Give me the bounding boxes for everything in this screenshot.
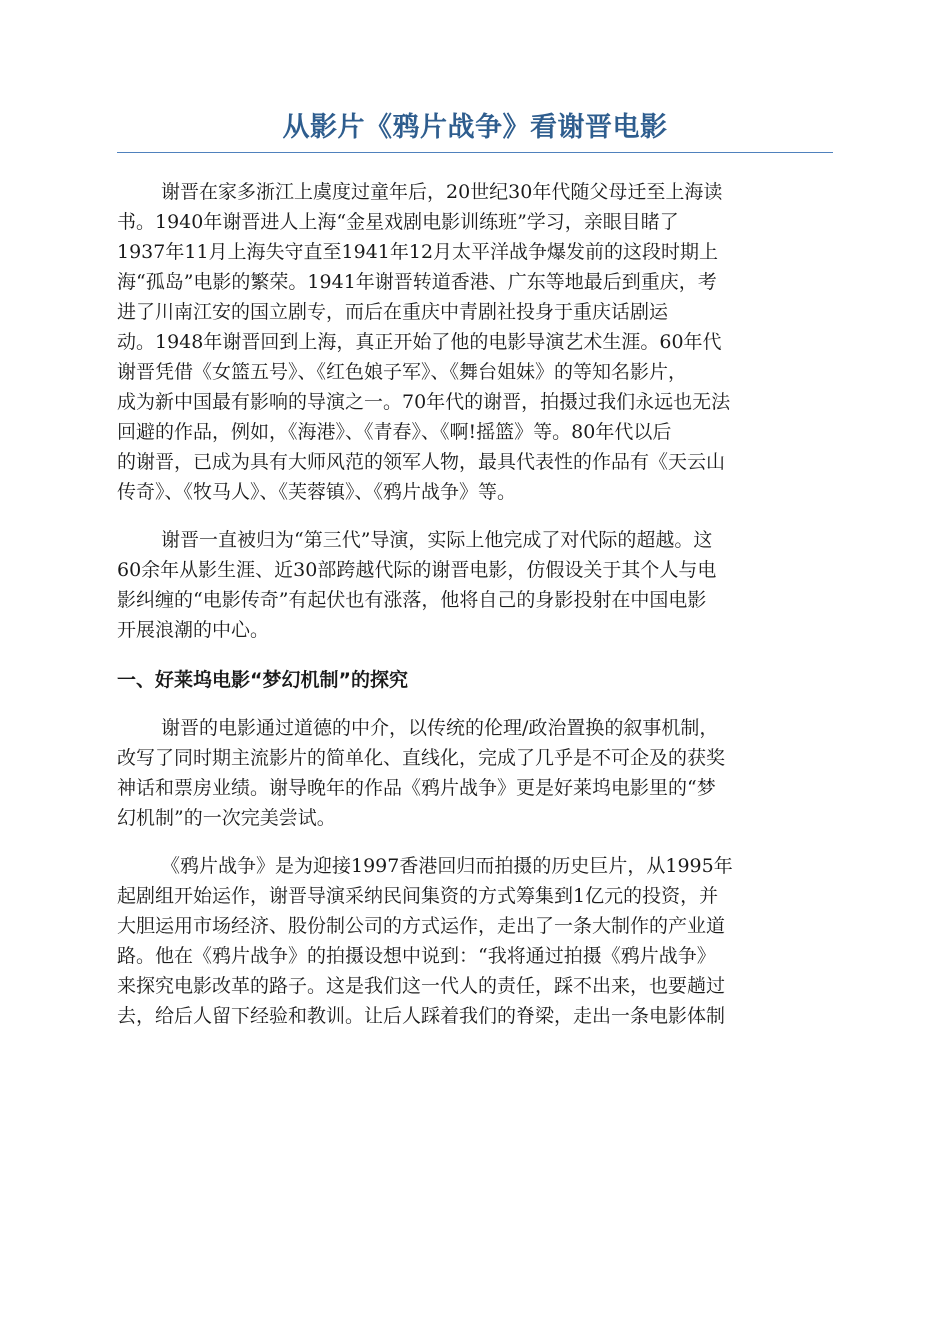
paragraph-3 — [117, 713, 833, 833]
section-heading: 一、好莱坞电影“梦幻机制”的探究 — [117, 669, 408, 691]
paragraph-line: 1937年11月上海失守直至1941年12月太平洋战争爆发前的这段时期上 — [117, 241, 719, 263]
paragraph-line: 回避的作品，例如，《海港》、《青春》、《啊!摇篮》等。80年代以后 — [117, 421, 672, 443]
paragraph-line: 成为新中国最有影响的导演之一。70年代的谢晋，拍摄过我们永远也无法 — [117, 391, 731, 413]
paragraph-line: 大胆运用市场经济、股份制公司的方式运作，走出了一条大制作的产业道 — [117, 915, 726, 937]
paragraph-line: 动。1948年谢晋回到上海，真正开始了他的电影导演艺术生涯。60年代 — [117, 331, 722, 353]
paragraph-line: 海“孤岛”电影的繁荣。1941年谢晋转道香港、广东等地最后到重庆，考 — [117, 271, 717, 293]
paragraph-line: 影纠缠的“电影传奇”有起伏也有涨落，他将自己的身影投射在中国电影 — [117, 589, 707, 611]
paragraph-line: 开展浪潮的中心。 — [117, 619, 270, 641]
paragraph-line: 路。他在《鸦片战争》的拍摄设想中说到：“我将通过拍摄《鸦片战争》 — [117, 945, 716, 967]
paragraph-line: 60余年从影生涯、近30部跨越代际的谢晋电影，仿假设关于其个人与电 — [117, 559, 717, 581]
paragraph-line: 幻机制”的一次完美尝试。 — [117, 807, 336, 829]
paragraph-line: 去，给后人留下经验和教训。让后人踩着我们的脊梁，走出一条电影体制 — [117, 1005, 726, 1027]
paragraph-4 — [117, 851, 833, 1031]
paragraph-line: 起剧组开始运作，谢晋导演采纳民间集资的方式筹集到1亿元的投资，并 — [117, 885, 719, 907]
paragraph-line: 谢晋一直被归为“第三代”导演，实际上他完成了对代际的超越。这 — [161, 529, 713, 551]
paragraph-line: 谢晋凭借《女篮五号》、《红色娘子军》、《舞台姐妹》的等知名影片， — [117, 361, 688, 383]
paragraph-line: 《鸦片战争》是为迎接1997香港回归而拍摄的历史巨片，从1995年 — [161, 855, 733, 877]
paragraph-line: 改写了同时期主流影片的简单化、直线化，完成了几乎是不可企及的获奖 — [117, 747, 726, 769]
paragraph-line: 谢晋的电影通过道德的中介，以传统的伦理/政治置换的叙事机制， — [161, 717, 719, 739]
paragraph-line: 的谢晋，已成为具有大师风范的领军人物，最具代表性的作品有《天云山 — [117, 451, 726, 473]
paragraph-1 — [117, 177, 833, 507]
document-page — [117, 108, 833, 1031]
paragraph-line: 神话和票房业绩。谢导晚年的作品《鸦片战争》更是好莱坞电影里的“梦 — [117, 777, 716, 799]
paragraph-line: 谢晋在家多浙江上虞度过童年后，20世纪30年代随父母迁至上海读 — [161, 181, 723, 203]
paragraph-line: 进了川南江安的国立剧专，而后在重庆中青剧社投身于重庆话剧运 — [117, 301, 669, 323]
paragraph-line: 来探究电影改革的路子。这是我们这一代人的责任，踩不出来，也要趟过 — [117, 975, 726, 997]
paragraph-line: 书。1940年谢晋进人上海“金星戏剧电影训练班”学习，亲眼目睹了 — [117, 211, 679, 233]
paragraph-2 — [117, 525, 833, 645]
title-underline — [117, 152, 833, 153]
paragraph-line: 传奇》、《牧马人》、《芙蓉镇》、《鸦片战争》等。 — [117, 481, 517, 503]
document-title: 从影片《鸦片战争》看谢晋电影 — [282, 112, 668, 143]
